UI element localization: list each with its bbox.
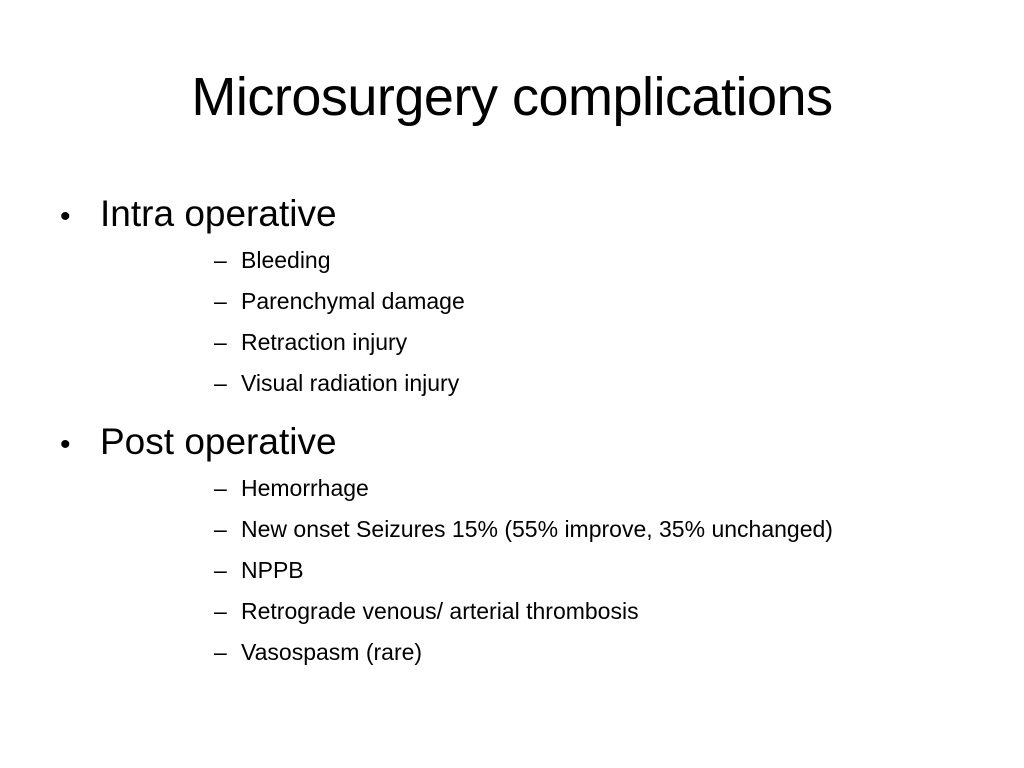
sub-item-text: Vasospasm (rare) xyxy=(241,639,423,665)
bullet-icon: • xyxy=(60,200,71,233)
dash-icon: – xyxy=(214,475,227,501)
dash-icon: – xyxy=(214,516,227,542)
sub-list xyxy=(60,468,1000,673)
sub-item-text: Visual radiation injury xyxy=(241,370,460,396)
bullet-icon: • xyxy=(60,428,71,461)
dash-icon: – xyxy=(214,639,227,665)
dash-icon: – xyxy=(214,557,227,583)
sub-list-item xyxy=(60,550,1000,591)
bullet-item-post-operative xyxy=(60,418,1000,466)
sub-list-item xyxy=(60,509,1000,550)
sub-list-item xyxy=(60,322,1000,363)
sub-list-item xyxy=(60,363,1000,404)
sub-item-text: Bleeding xyxy=(241,247,331,273)
sub-item-text: NPPB xyxy=(241,557,304,583)
sub-item-text: Parenchymal damage xyxy=(241,288,465,314)
dash-icon: – xyxy=(214,329,227,355)
sub-list-item xyxy=(60,468,1000,509)
sub-item-text: Hemorrhage xyxy=(241,475,369,501)
sub-item-text: Retrograde venous/ arterial thrombosis xyxy=(241,598,639,624)
sub-list-item xyxy=(60,281,1000,322)
sub-list-item xyxy=(60,240,1000,281)
sub-list-item xyxy=(60,591,1000,632)
slide-content xyxy=(60,190,1000,673)
section-post-operative xyxy=(60,418,1000,673)
dash-icon: – xyxy=(214,370,227,396)
bullet-heading: Post operative xyxy=(100,421,337,462)
bullet-item-intra-operative xyxy=(60,190,1000,238)
section-intra-operative xyxy=(60,190,1000,404)
sub-list-item xyxy=(60,632,1000,673)
slide-title: Microsurgery complications xyxy=(191,67,833,127)
dash-icon: – xyxy=(214,288,227,314)
sub-list xyxy=(60,240,1000,404)
bullet-heading: Intra operative xyxy=(100,193,337,234)
dash-icon: – xyxy=(214,598,227,624)
sub-item-text: Retraction injury xyxy=(241,329,408,355)
sub-item-text: New onset Seizures 15% (55% improve, 35% unchanged) xyxy=(241,516,833,542)
dash-icon: – xyxy=(214,247,227,273)
